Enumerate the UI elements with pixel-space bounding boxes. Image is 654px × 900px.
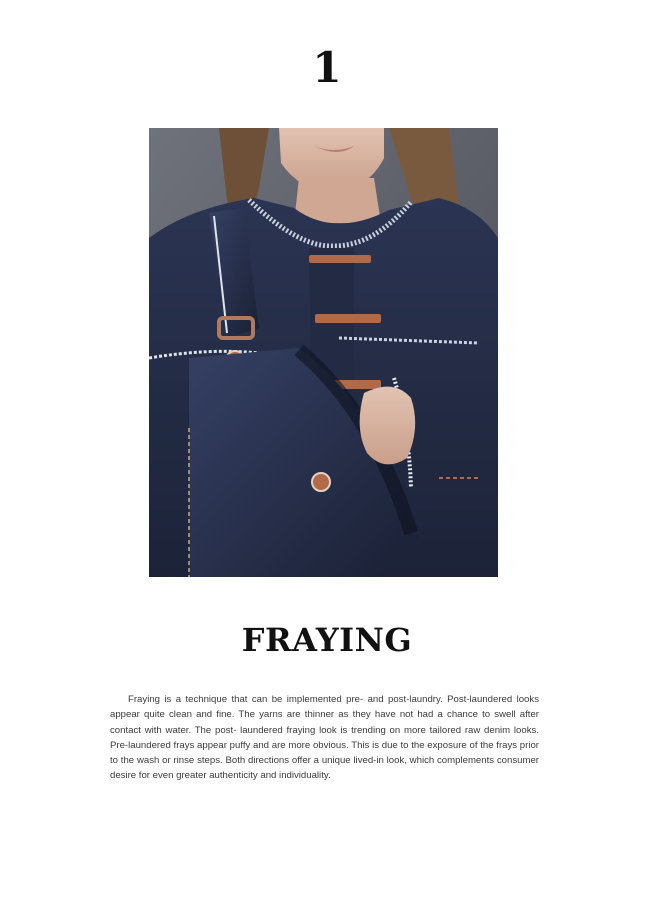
section-title: FRAYING	[241, 621, 413, 659]
rivet-button-2	[312, 473, 330, 491]
copper-toggle-1	[309, 255, 371, 263]
hand	[360, 387, 416, 465]
section-body-text: Fraying is a technique that can be implemented pre- and post-laundry. Post-laundered looks appear quite clean and fine. The yarns are thinner as they have not had a chance to swell after contact with water. The post- laundered fraying look is trending on more tailored raw denim looks. Pre-laundered frays appear puffy and are more obvious. This is due to the exposure of the frays prior to the wash or rinse steps. Both directions offer a unique lived-in look, which complements consumer desire for even greater authenticity and individuality.	[110, 694, 539, 782]
chapter-number: 1	[312, 43, 342, 92]
copper-toggle-2	[315, 314, 381, 323]
denim-photo	[149, 128, 498, 577]
denim-photo-illustration	[149, 128, 498, 577]
